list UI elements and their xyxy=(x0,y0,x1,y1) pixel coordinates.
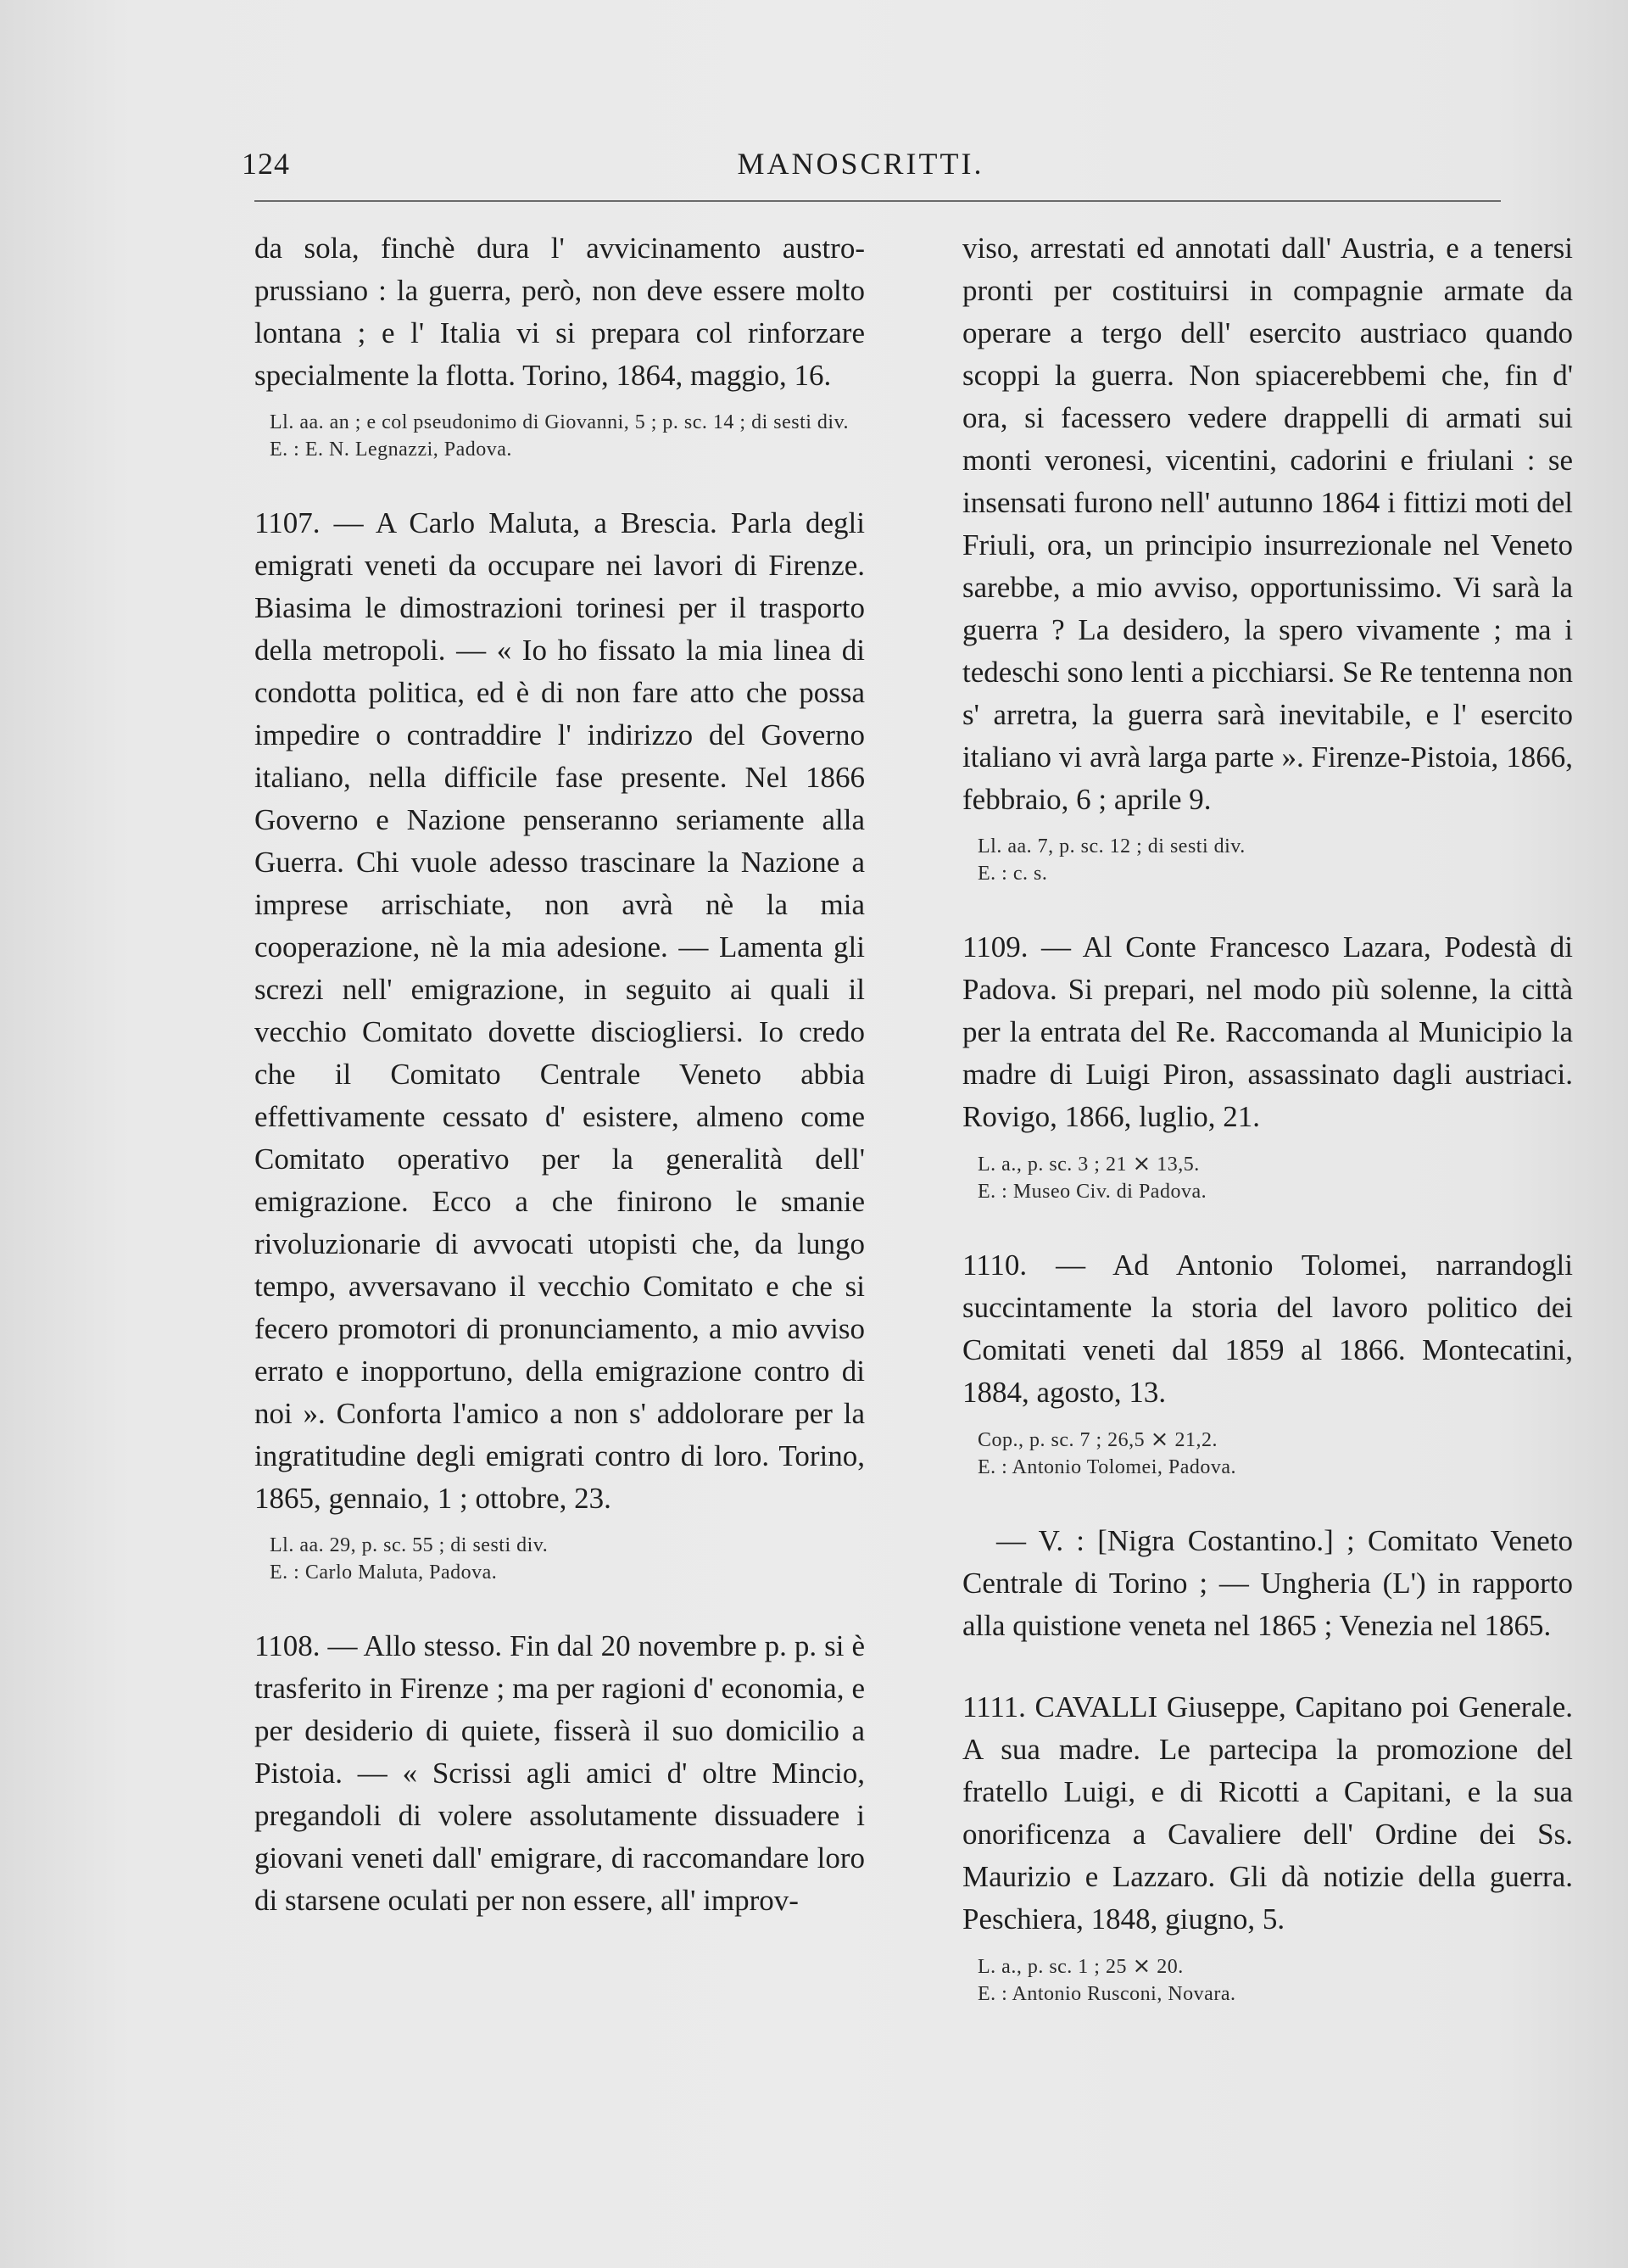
entry-note xyxy=(978,1150,1573,1178)
entry-notes xyxy=(962,1150,1573,1205)
see-also-text: — V. : [Nigra Costantino.] ; Comitato Veneto Centrale di Torino ; — Ungheria (L') in rapporto alla quistione veneta nel 1865 ; Venezia nel 1865. xyxy=(962,1524,1573,1642)
page-header xyxy=(242,146,1480,188)
entry-1108-continued xyxy=(962,227,1573,887)
times-symbol: × xyxy=(1132,1151,1151,1176)
left-column xyxy=(254,227,865,1922)
note-part: 13,5. xyxy=(1157,1154,1200,1176)
entry-1111 xyxy=(962,1686,1573,2008)
see-also xyxy=(962,1520,1573,1647)
entry-note: E. : Carlo Maluta, Padova. xyxy=(270,1561,498,1584)
entry-text: 1107. — A Carlo Maluta, a Brescia. Parla degli emigrati veneti da occupare nei lavori di Firenze. Biasima le dimostrazioni torinesi per il trasporto della metropoli. — « Io ho fissato la mia linea di condotta politica, ed è di non fare atto che possa impedire o contraddire l' indirizzo del Governo italiano, nella difficile fase presente. Nel 1866 Governo e Nazione penseranno seriamente alla Guerra. Chi vuole adesso trascinare la Nazione a imprese arrischiate, non avrà nè la mia cooperazione, nè la mia adesione. — Lamenta gli screzi nell' emigrazione, in seguito ai quali il vecchio Comitato dovette disciogliersi. Io credo che il Comitato Centrale Veneto abbia effettivamente cessato d' esistere, almeno come Comitato operativo per la generalità dell' emigrazione. Ecco a che finirono le smanie rivoluzionarie di avvocati utopisti che, da lungo tempo, avversavano il vecchio Comitato e che si fecero promotori di pronunciamento, a mio avviso errato e inopportuno, della emigrazione contro di noi ». Conforta l'amico a non s' addolorare per la ingratitudine degli emigrati contro di loro. Torino, 1865, gennaio, 1 ; ottobre, 23. xyxy=(254,506,865,1515)
entry-note: E. : Museo Civ. di Padova. xyxy=(978,1181,1207,1203)
running-title: MANOSCRITTI. xyxy=(737,147,984,181)
note-part: 20. xyxy=(1157,1956,1184,1978)
entry-notes xyxy=(254,409,865,463)
entry-text: 1109. — Al Conte Francesco Lazara, Podestà di Padova. Si prepari, nel modo più solenne, la città per la entrata del Re. Raccomanda al Municipio la madre di Luigi Piron, assassinato dagli austriaci. Rovigo, 1866, luglio, 21. xyxy=(962,930,1573,1133)
entry-text: 1110. — Ad Antonio Tolomei, narrandogli succintamente la storia del lavoro politico dei Comitati veneti dal 1859 al 1866. Montecatini, 1884, agosto, 13. xyxy=(962,1249,1573,1409)
entry-text: viso, arrestati ed annotati dall' Austria, e a tenersi pronti per costituirsi in compagnie armate da operare a tergo dell' esercito austriaco quando scoppi la guerra. Non spiacerebbemi che, fin d' ora, si facessero vedere drappelli di armati sui monti veronesi, vicentini, cadorini e friulani : se insensati furono nell' autunno 1864 i fittizi moti del Friuli, ora, un principio insurrezionale nel Veneto sarebbe, a mio avviso, opportunissimo. Vi sarà la guerra ? La desidero, la spero vivamente ; ma i tedeschi sono lenti a picchiarsi. Se Re tentenna non s' arretra, la guerra sarà inevitabile, e l' esercito italiano vi avrà larga parte ». Firenze-Pistoia, 1866, febbraio, 6 ; aprile 9. xyxy=(962,232,1573,816)
entry-text: da sola, finchè dura l' avvicinamento austro-prussiano : la guerra, però, non deve essere molto lontana ; e l' Italia vi si prepara col rinforzare specialmente la flotta. Torino, 1864, maggio, 16. xyxy=(254,232,865,392)
entry-text: 1111. CAVALLI Giuseppe, Capitano poi Generale. A sua madre. Le partecipa la promozione del fratello Luigi, e di Ricotti a Capitani, e la sua onorificenza a Cavaliere dell' Ordine dei Ss. Maurizio e Lazzaro. Gli dà notizie della guerra. Peschiera, 1848, giugno, 5. xyxy=(962,1690,1573,1936)
header-rule xyxy=(254,200,1501,202)
page-number: 124 xyxy=(242,147,290,181)
entry-note: E. : Antonio Rusconi, Novara. xyxy=(978,1983,1236,2005)
note-part: L. a., p. sc. 1 ; 25 xyxy=(978,1956,1127,1978)
entry-note: E. : E. N. Legnazzi, Padova. xyxy=(270,439,512,461)
entry-note xyxy=(978,1952,1573,1980)
right-column xyxy=(962,227,1573,2008)
entry-1109 xyxy=(962,926,1573,1205)
entry-note: Ll. aa. 29, p. sc. 55 ; di sesti div. xyxy=(270,1534,549,1556)
entry-note xyxy=(978,1426,1573,1454)
times-symbol: × xyxy=(1150,1427,1169,1452)
entry-note: E. : Antonio Tolomei, Padova. xyxy=(978,1456,1237,1478)
entry-note: Ll. aa. an ; e col pseudonimo di Giovanni, 5 ; p. sc. 14 ; di sesti div. xyxy=(270,411,850,433)
entry-1108 xyxy=(254,1625,865,1922)
note-part: 21,2. xyxy=(1174,1429,1218,1451)
entry-notes xyxy=(254,1532,865,1586)
entry-1110 xyxy=(962,1244,1573,1481)
note-part: Cop., p. sc. 7 ; 26,5 xyxy=(978,1429,1146,1451)
entry-text: 1108. — Allo stesso. Fin dal 20 novembre p. p. si è trasferito in Firenze ; ma per ragioni d' economia, e per desiderio di quiete, fisserà il suo domicilio a Pistoia. — « Scrissi agli amici d' oltre Mincio, pregandoli di volere assolutamente dissuadere i giovani veneti dall' emigrare, di raccomandare loro di starsene oculati per non essere, all' improv- xyxy=(254,1629,865,1917)
entry-notes xyxy=(962,1426,1573,1481)
entry-notes xyxy=(962,1952,1573,2008)
note-part: L. a., p. sc. 3 ; 21 xyxy=(978,1154,1127,1176)
entry-notes xyxy=(962,833,1573,887)
entry-note: Ll. aa. 7, p. sc. 12 ; di sesti div. xyxy=(978,835,1246,857)
entry-note: E. : c. s. xyxy=(978,863,1048,885)
entry-1107 xyxy=(254,502,865,1586)
entry-intro xyxy=(254,227,865,463)
times-symbol: × xyxy=(1132,1953,1151,1979)
